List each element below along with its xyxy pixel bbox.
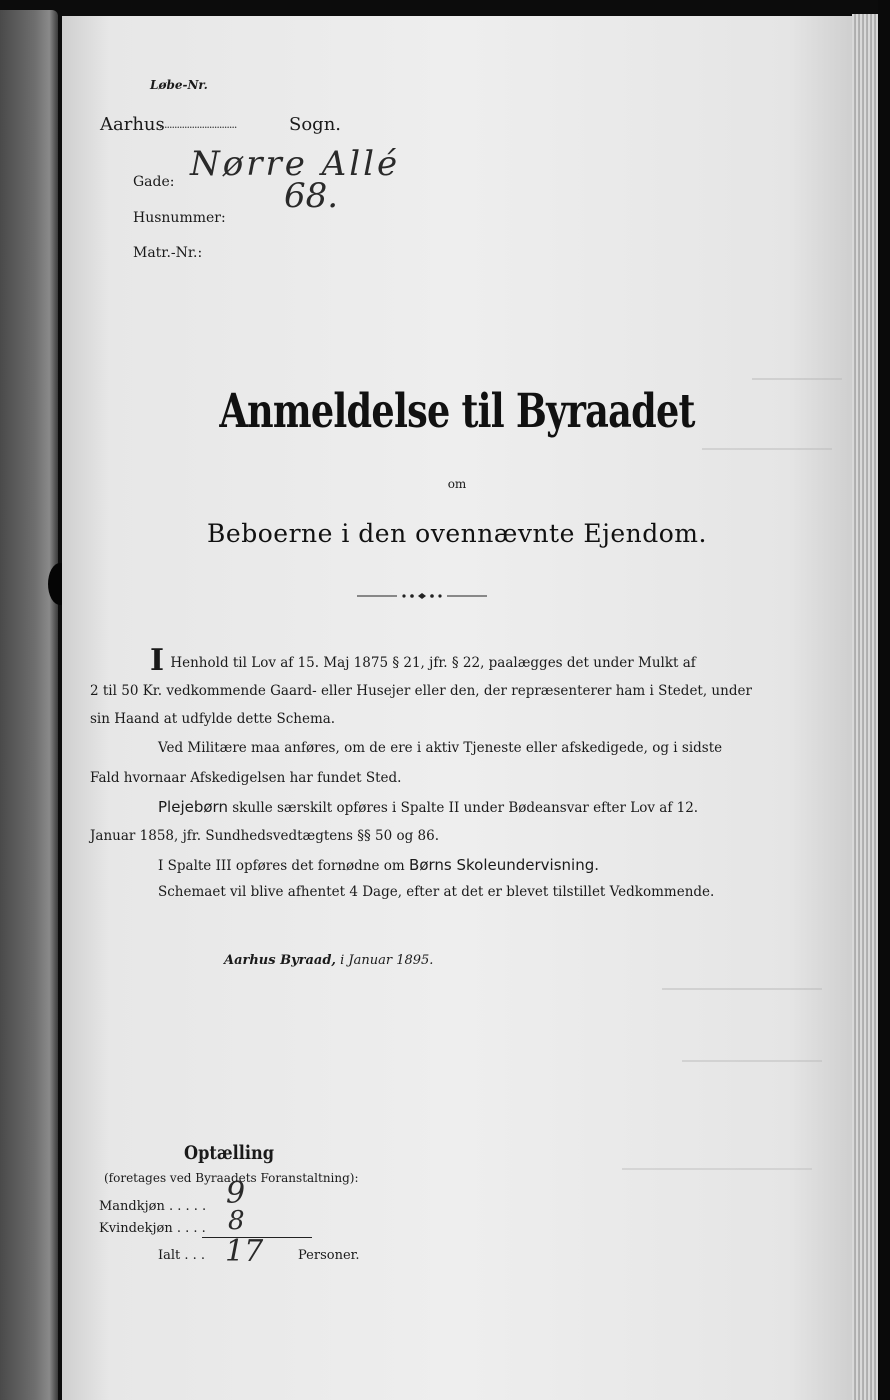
- signature-date: i Januar 1895.: [340, 953, 434, 968]
- instructions-paragraph-3: [158, 800, 698, 816]
- title-connector: om: [447, 477, 467, 491]
- bleed-through-mark: [622, 1156, 812, 1170]
- paragraph-text: Ved Militære maa anføres, om de ere i aktiv Tjeneste eller afskedigede, og i sidste: [158, 740, 723, 756]
- city-label: Aarhus: [100, 114, 165, 135]
- street-handwritten-value: Nørre Allé: [190, 144, 401, 184]
- left-page-edge: [0, 10, 58, 1400]
- parish-dotted-line: ...............................: [159, 118, 237, 131]
- paragraph-text: sin Haand at udfylde dette Schema.: [90, 711, 336, 727]
- emphasis-text: Børns Skoleundervisning.: [409, 856, 599, 874]
- bleed-through-mark: [682, 1048, 822, 1062]
- loebe-nr-label: Løbe-Nr.: [150, 78, 208, 92]
- ornament-divider: [357, 592, 487, 600]
- signature-line: [224, 953, 433, 968]
- instructions-paragraph-4: [158, 858, 599, 874]
- paragraph-text: Fald hvornaar Afskedigelsen har fundet Sted.: [90, 770, 402, 786]
- council-name: Aarhus Byraad,: [224, 953, 336, 968]
- bleed-through-mark: [752, 364, 842, 380]
- paragraph-text: skulle særskilt opføres i Spalte II under Bødeansvar efter Lov af 12.: [232, 800, 699, 816]
- document-page: [62, 16, 852, 1400]
- paragraph-text: 2 til 50 Kr. vedkommende Gaard- eller Husejer eller den, der repræsenterer ham i Stedet, under: [90, 683, 752, 699]
- female-count-label: Kvindekjøn . . . .: [99, 1221, 206, 1236]
- male-count-label: Mandkjøn . . . . .: [99, 1199, 207, 1214]
- paragraph-text: Schemaet vil blive afhentet 4 Dage, efter at det er blevet tilstillet Vedkommende.: [158, 884, 715, 900]
- total-count-value: 17: [225, 1234, 264, 1269]
- male-count-value: 9: [226, 1176, 246, 1211]
- female-count-value: 8: [228, 1206, 245, 1236]
- total-count-label: Ialt . . .: [158, 1248, 206, 1263]
- paragraph-text: I Spalte III opføres det fornødne om: [158, 858, 405, 874]
- persons-label: Personer.: [298, 1248, 360, 1263]
- document-subtitle: Beboerne i den ovennævnte Ejendom.: [207, 519, 707, 548]
- house-number-handwritten-value: 68.: [284, 176, 339, 216]
- document-title: Anmeldelse til Byraadet: [219, 384, 695, 439]
- house-number-label: Husnummer:: [133, 210, 226, 226]
- matr-nr-label: Matr.-Nr.:: [133, 245, 203, 261]
- paragraph-text: Henhold til Lov af 15. Maj 1875 § 21, jfr. § 22, paalægges det under Mulkt af: [170, 655, 696, 671]
- bleed-through-mark: [662, 976, 822, 990]
- book-edge-shadow: [878, 0, 890, 1400]
- paragraph-text: Januar 1858, jfr. Sundhedsvedtægtens §§ 50 og 86.: [90, 828, 439, 844]
- emphasis-text: Plejebørn: [158, 798, 228, 816]
- census-note: (foretages ved Byraadets Foranstaltning):: [104, 1171, 359, 1185]
- census-heading: Optælling: [184, 1142, 275, 1164]
- stacked-page-edges: [852, 14, 878, 1400]
- parish-label: Sogn.: [289, 114, 342, 135]
- instructions-paragraph-1: [150, 643, 696, 678]
- street-label: Gade:: [133, 174, 175, 190]
- drop-cap: I: [150, 643, 165, 678]
